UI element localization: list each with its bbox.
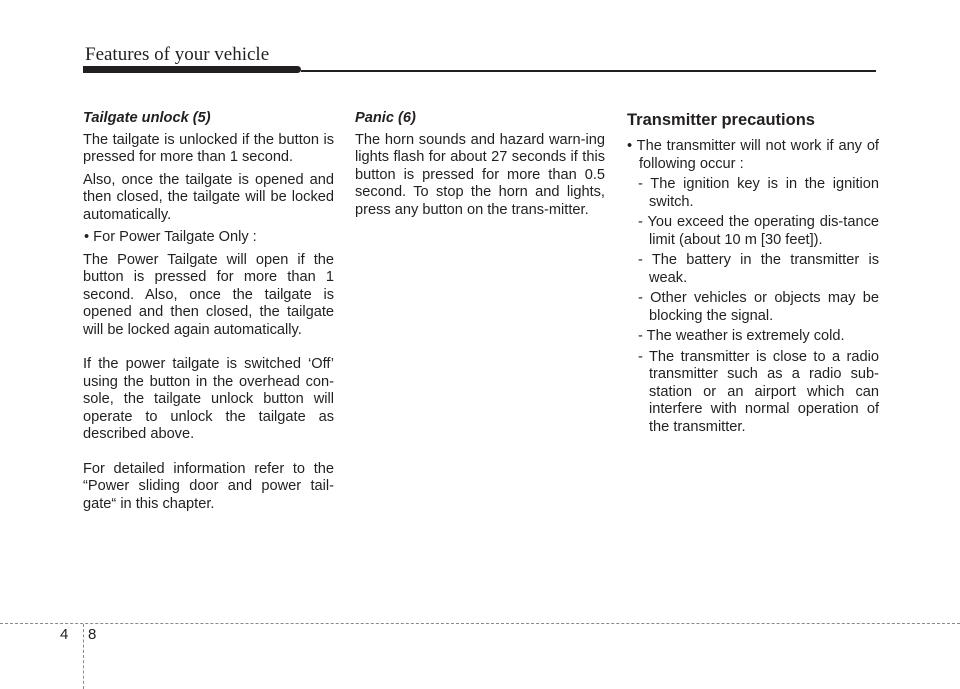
list-item: - The ignition key is in the ignition switch. [638,176,879,210]
paragraph: For detailed information refer to the “Power sliding door and power tail-gate“ in this chapter. [83,460,334,512]
footer-divider [83,624,84,689]
list-item: - The weather is extremely cold. [638,328,845,344]
column-transmitter-precautions [627,110,879,439]
paragraph: The tailgate is unlocked if the button is pressed for more than 1 second. [83,131,334,165]
section-heading-tailgate-unlock: Tailgate unlock (5) [83,110,211,126]
list-item: - Other vehicles or objects may be blocking the signal. [638,290,879,324]
bullet-item: • For Power Tailgate Only : [84,229,257,245]
column-tailgate-unlock [83,110,334,518]
footer-rule [0,623,960,624]
paragraph: The Power Tailgate will open if the button is pressed for more than 1 second. Also, once the tailgate is opened and then closed, the tailgate will be locked again automatically. [83,251,334,338]
dash-list [627,176,879,436]
paragraph: Also, once the tailgate is opened and then closed, the tailgate will be locked automatically. [83,171,334,223]
paragraph: The horn sounds and hazard warn-ing lights flash for about 27 seconds if this button is pressed for more than 0.5 second. To stop the horn and lights, press any button on the trans-mitter. [355,131,605,218]
list-item: - The battery in the transmitter is weak. [638,252,879,286]
page-number: 8 [88,626,97,643]
column-panic [355,110,605,224]
header-rule-thin [301,70,876,72]
section-heading-transmitter-precautions: Transmitter precautions [627,111,815,129]
page-header-title: Features of your vehicle [85,44,270,65]
bullet-item: • The transmitter will not work if any of following occur : [627,138,879,172]
header-rule-thick [83,66,301,73]
section-heading-panic: Panic (6) [355,110,416,126]
paragraph: If the power tailgate is switched ‘Off’ using the button in the overhead con-sole, the tailgate unlock button will operate to unlock the tailgate as described above. [83,356,334,442]
list-item: - You exceed the operating dis-tance limit (about 10 m [30 feet]). [638,214,879,248]
list-item: - The transmitter is close to a radio transmitter such as a radio sub-station or an airport which can interfere with normal operation of the transmitter. [638,348,879,435]
chapter-number: 4 [60,626,69,643]
